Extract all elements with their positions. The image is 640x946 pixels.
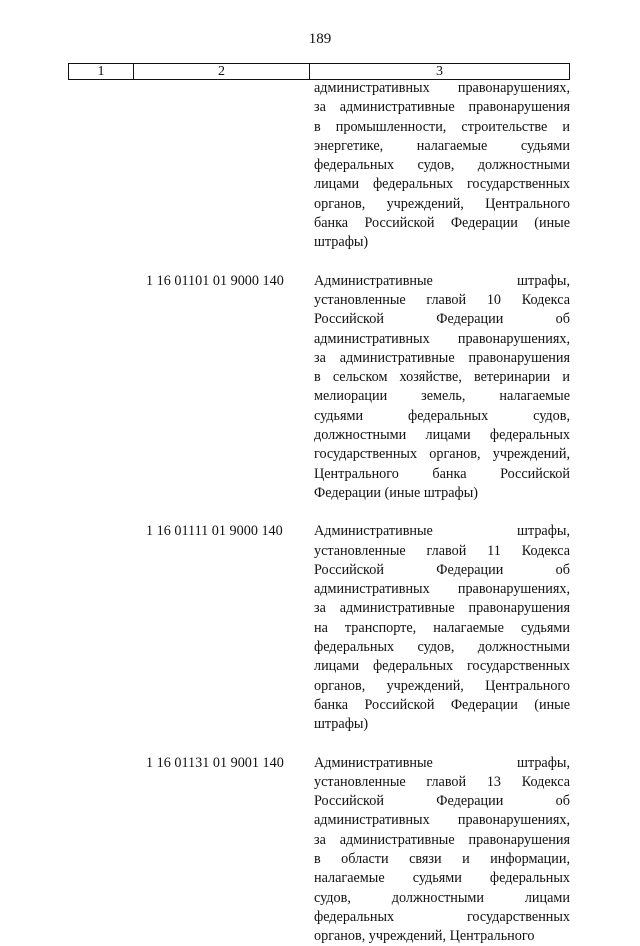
description-line: федеральных судов, должностными xyxy=(314,638,570,657)
description-line: Административные штрафы, xyxy=(314,522,570,541)
description-line: лицами федеральных государственных xyxy=(314,175,570,194)
description-line: мелиорации земель, налагаемые xyxy=(314,387,570,406)
description-line: Российской Федерации об xyxy=(314,792,570,811)
description-line: судов, должностными лицами xyxy=(314,889,570,908)
description-line: установленные главой 11 Кодекса xyxy=(314,542,570,561)
description-line: установленные главой 10 Кодекса xyxy=(314,291,570,310)
description-line: за административные правонарушения xyxy=(314,349,570,368)
table-header-col-3: 3 xyxy=(310,64,569,79)
table-header-col-1: 1 xyxy=(69,64,134,79)
description-line: налагаемые судьями федеральных xyxy=(314,869,570,888)
description-line: штрафы) xyxy=(314,715,570,734)
description-line: государственных органов, учреждений, xyxy=(314,445,570,464)
revenue-description xyxy=(314,754,570,946)
budget-classification-code: 1 16 01131 01 9001 140 xyxy=(146,754,306,946)
description-line: банка Российской Федерации (иные xyxy=(314,214,570,233)
description-line: лицами федеральных государственных xyxy=(314,657,570,676)
description-line: административных правонарушениях, xyxy=(314,330,570,349)
revenue-description xyxy=(314,79,570,253)
description-line: штрафы) xyxy=(314,233,570,252)
description-line: в области связи и информации, xyxy=(314,850,570,869)
description-line: административных правонарушениях, xyxy=(314,79,570,98)
description-line: энергетике, налагаемые судьями xyxy=(314,137,570,156)
description-line: в сельском хозяйстве, ветеринарии и xyxy=(314,368,570,387)
table-header xyxy=(68,63,570,80)
table-row xyxy=(0,272,640,504)
description-line: банка Российской Федерации (иные xyxy=(314,696,570,715)
description-line: Российской Федерации об xyxy=(314,561,570,580)
revenue-description xyxy=(314,272,570,504)
description-line: Центрального банка Российской xyxy=(314,465,570,484)
description-line: административных правонарушениях, xyxy=(314,580,570,599)
budget-classification-code xyxy=(146,79,306,253)
description-line: органов, учреждений, Центрального xyxy=(314,927,570,946)
description-line: административных правонарушениях, xyxy=(314,811,570,830)
revenue-description xyxy=(314,522,570,734)
budget-classification-code: 1 16 01111 01 9000 140 xyxy=(146,522,306,734)
description-line: установленные главой 13 Кодекса xyxy=(314,773,570,792)
page-number: 189 xyxy=(0,30,640,48)
description-line: за административные правонарушения xyxy=(314,831,570,850)
description-line: органов, учреждений, Центрального xyxy=(314,195,570,214)
description-line: за административные правонарушения xyxy=(314,98,570,117)
description-line: органов, учреждений, Центрального xyxy=(314,677,570,696)
table-row xyxy=(0,522,640,734)
table-body xyxy=(0,79,640,946)
description-line: в промышленности, строительстве и xyxy=(314,118,570,137)
description-line: Административные штрафы, xyxy=(314,754,570,773)
description-line: Российской Федерации об xyxy=(314,310,570,329)
description-line: на транспорте, налагаемые судьями xyxy=(314,619,570,638)
table-row xyxy=(0,754,640,946)
description-line: Федерации (иные штрафы) xyxy=(314,484,570,503)
description-line: за административные правонарушения xyxy=(314,599,570,618)
budget-classification-code: 1 16 01101 01 9000 140 xyxy=(146,272,306,504)
description-line: Административные штрафы, xyxy=(314,272,570,291)
table-header-col-2: 2 xyxy=(134,64,310,79)
table-row xyxy=(0,79,640,253)
description-line: судьями федеральных судов, xyxy=(314,407,570,426)
description-line: федеральных судов, должностными xyxy=(314,156,570,175)
description-line: должностными лицами федеральных xyxy=(314,426,570,445)
description-line: федеральных государственных xyxy=(314,908,570,927)
